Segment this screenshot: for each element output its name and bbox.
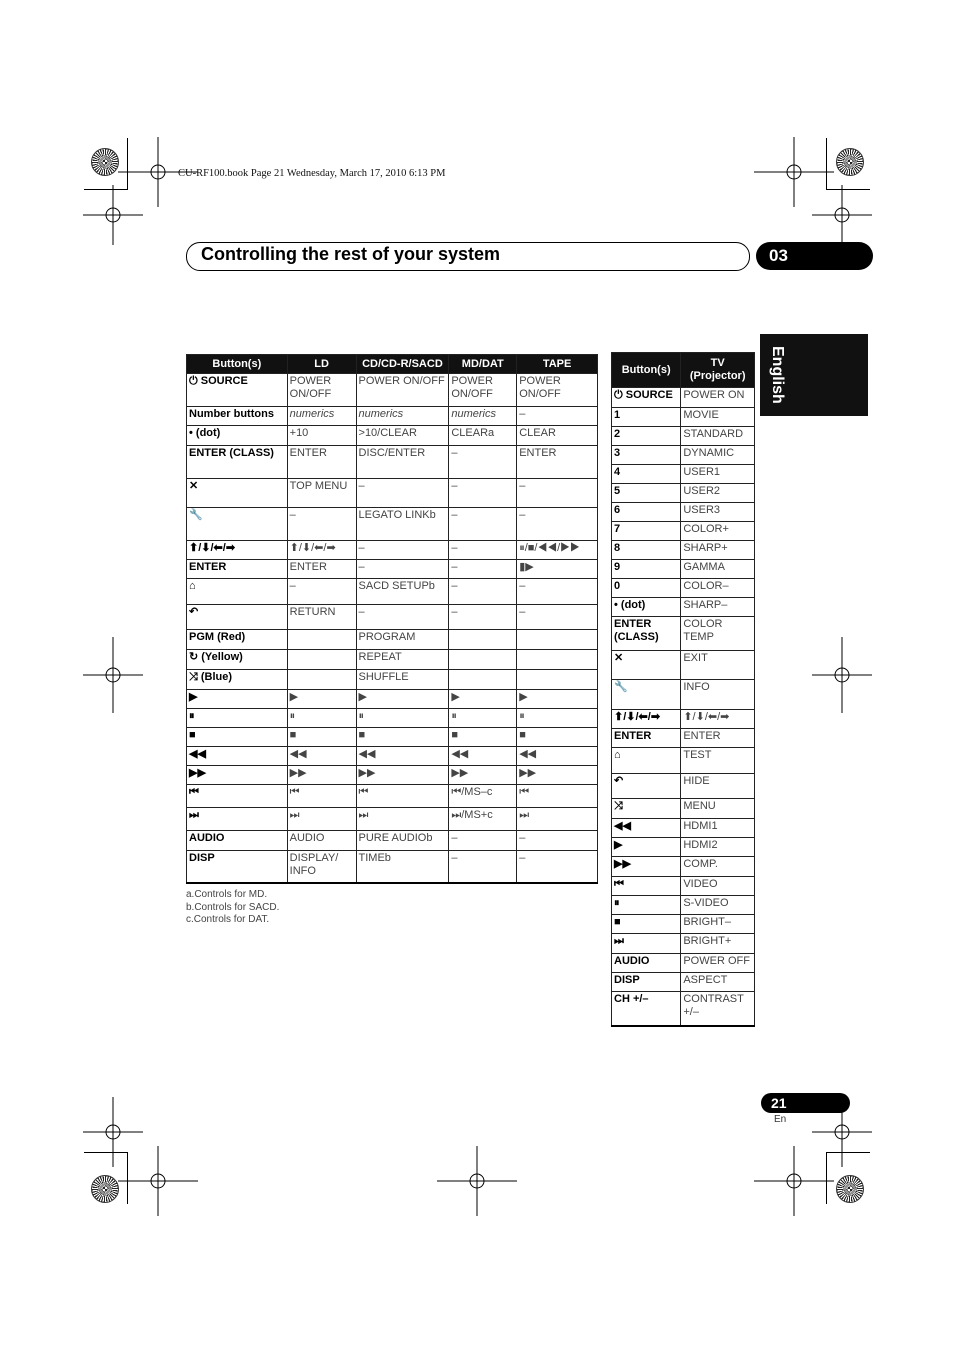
book-info: CU-RF100.book Page 21 Wednesday, March 17, 2010 6:13 PM: [178, 168, 446, 179]
table-row: [612, 896, 755, 915]
function-cell: ▶: [517, 690, 598, 709]
function-cell: DISPLAY/ INFO: [287, 851, 356, 883]
function-cell: –: [356, 541, 449, 560]
table-row: [612, 651, 755, 680]
table-row: [187, 407, 598, 426]
function-cell: PROGRAM: [356, 630, 449, 650]
function-cell: TOP MENU: [287, 479, 356, 508]
function-cell: ⬆/⬇/⬅/➡: [287, 541, 356, 560]
button-cell: AUDIO: [612, 954, 681, 973]
page-title: Controlling the rest of your system: [201, 244, 501, 264]
function-cell: ■: [449, 728, 517, 747]
button-cell: 1: [612, 408, 681, 427]
table-row: [187, 426, 598, 446]
table-row: [612, 857, 755, 877]
function-cell: [449, 670, 517, 690]
function-cell: ◀◀: [449, 747, 517, 766]
table-row: [187, 374, 598, 407]
function-cell: –: [517, 479, 598, 508]
function-cell: [287, 630, 356, 650]
function-cell: USER2: [681, 484, 755, 503]
function-cell: –: [517, 605, 598, 630]
function-cell: DYNAMIC: [681, 446, 755, 465]
button-cell: ◀◀: [612, 819, 681, 838]
table-row: [612, 934, 755, 954]
function-cell: LEGATO LINKb: [356, 508, 449, 541]
table-row: [612, 680, 755, 710]
function-cell: –: [517, 579, 598, 605]
function-cell: ENTER: [287, 560, 356, 579]
function-cell: HDMI2: [681, 838, 755, 857]
function-cell: SACD SETUPb: [356, 579, 449, 605]
table-row: [612, 710, 755, 729]
function-cell: SHARP+: [681, 541, 755, 560]
table-row: [612, 598, 755, 617]
function-cell: –: [449, 605, 517, 630]
table-row: [187, 630, 598, 650]
table-row: [187, 479, 598, 508]
chapter-number: 03: [769, 246, 788, 265]
table-row: [187, 670, 598, 690]
function-cell: ◀◀: [517, 747, 598, 766]
button-cell: ⏻ SOURCE: [187, 374, 288, 407]
table-row: [187, 508, 598, 541]
function-cell: ⬆/⬇/⬅/➡: [681, 710, 755, 729]
button-cell: ⌂: [187, 579, 288, 605]
function-cell: BRIGHT–: [681, 915, 755, 934]
function-cell: –: [449, 851, 517, 883]
function-cell: ⏮: [356, 785, 449, 808]
function-cell: POWER ON/OFF: [449, 374, 517, 407]
function-cell: –: [517, 851, 598, 883]
function-cell: ■: [517, 728, 598, 747]
function-cell: –: [449, 446, 517, 479]
footnotes: [186, 889, 279, 927]
function-cell: –: [356, 605, 449, 630]
button-cell: ↶: [187, 605, 288, 630]
function-cell: ▶▶: [449, 766, 517, 785]
button-cell: 6: [612, 503, 681, 522]
function-cell: COLOR TEMP: [681, 617, 755, 651]
function-cell: ⏸: [449, 709, 517, 728]
function-cell: ◀◀: [287, 747, 356, 766]
table-row: [187, 650, 598, 670]
button-cell: ▶▶: [612, 857, 681, 877]
table-row: [612, 954, 755, 973]
function-cell: AUDIO: [287, 831, 356, 851]
button-cell: 8: [612, 541, 681, 560]
function-cell: ■: [287, 728, 356, 747]
button-cell: ◀◀: [187, 747, 288, 766]
function-cell: ENTER: [681, 729, 755, 748]
function-cell: –: [517, 508, 598, 541]
function-cell: ▶▶: [356, 766, 449, 785]
function-cell: TEST: [681, 748, 755, 774]
button-cell: DISP: [187, 851, 288, 883]
function-cell: [287, 650, 356, 670]
button-cell: • (dot): [612, 598, 681, 617]
function-cell: ▶▶: [287, 766, 356, 785]
function-cell: [517, 650, 598, 670]
table-row: [187, 851, 598, 883]
function-cell: –: [287, 579, 356, 605]
function-cell: –: [449, 508, 517, 541]
table-row: [187, 560, 598, 579]
table-row: [187, 605, 598, 630]
table-row: [187, 766, 598, 785]
table-row: [612, 427, 755, 446]
button-cell: 3: [612, 446, 681, 465]
button-cell: ⤨: [612, 799, 681, 819]
tv-projector-table: [611, 352, 755, 1027]
function-cell: HDMI1: [681, 819, 755, 838]
button-cell: 🔧: [612, 680, 681, 710]
function-cell: ⏸: [356, 709, 449, 728]
function-cell: ⏸/■/◀◀/▶▶: [517, 541, 598, 560]
button-cell: ⏸: [187, 709, 288, 728]
button-cell: ▶: [612, 838, 681, 857]
button-cell: ⏭: [187, 808, 288, 831]
table-row: [612, 484, 755, 503]
function-cell: ⏮/MS–c: [449, 785, 517, 808]
button-cell: ⌂: [612, 748, 681, 774]
function-cell: ⏸: [517, 709, 598, 728]
function-cell: ENTER: [517, 446, 598, 479]
side_table-header-0: Button(s): [612, 353, 681, 388]
button-cell: ENTER: [187, 560, 288, 579]
function-cell: ◀◀: [356, 747, 449, 766]
function-cell: –: [449, 479, 517, 508]
footnote-b: b.Controls for SACD.: [186, 901, 280, 913]
function-cell: TIMEb: [356, 851, 449, 883]
page-number-badge: [761, 1093, 850, 1113]
function-cell: REPEAT: [356, 650, 449, 670]
button-cell: ▶▶: [187, 766, 288, 785]
function-cell: VIDEO: [681, 877, 755, 896]
button-cell: ⏮: [612, 877, 681, 896]
button-cell: ⬆/⬇/⬅/➡: [612, 710, 681, 729]
table-row: [612, 617, 755, 651]
table-row: [612, 408, 755, 427]
function-cell: ▶▶: [517, 766, 598, 785]
function-cell: POWER ON/OFF: [517, 374, 598, 407]
function-cell: numerics: [287, 407, 356, 426]
table-row: [612, 560, 755, 579]
function-cell: ▶: [287, 690, 356, 709]
button-cell: 2: [612, 427, 681, 446]
table-row: [187, 831, 598, 851]
table-row: [187, 808, 598, 831]
table-row: [187, 747, 598, 766]
button-cell: ENTER: [612, 729, 681, 748]
button-cell: ✕: [187, 479, 288, 508]
language-tab: [760, 334, 868, 416]
function-cell: –: [287, 508, 356, 541]
function-cell: ▶: [356, 690, 449, 709]
function-cell: CONTRAST +/–: [681, 992, 755, 1026]
function-cell: –: [449, 579, 517, 605]
table-row: [612, 541, 755, 560]
button-cell: ⏸: [612, 896, 681, 915]
button-cell: ⏻ SOURCE: [612, 388, 681, 408]
page-language: En: [774, 1114, 787, 1125]
button-cell: AUDIO: [187, 831, 288, 851]
table-row: [612, 992, 755, 1026]
function-cell: COMP.: [681, 857, 755, 877]
function-cell: POWER ON/OFF: [356, 374, 449, 407]
button-cell: 🔧: [187, 508, 288, 541]
table-row: [187, 728, 598, 747]
function-cell: USER3: [681, 503, 755, 522]
function-cell: ASPECT: [681, 973, 755, 992]
table-row: [187, 690, 598, 709]
function-cell: [449, 630, 517, 650]
main_table-header-3: MD/DAT: [449, 355, 517, 374]
page-number: 21: [771, 1095, 787, 1111]
function-cell: BRIGHT+: [681, 934, 755, 954]
button-cell: ⤨ (Blue): [187, 670, 288, 690]
function-cell: USER1: [681, 465, 755, 484]
function-cell: PURE AUDIOb: [356, 831, 449, 851]
table-row: [612, 915, 755, 934]
function-cell: –: [517, 831, 598, 851]
main_table-header-0: Button(s): [187, 355, 288, 374]
button-cell: ▶: [187, 690, 288, 709]
function-cell: –: [449, 560, 517, 579]
table-row: [187, 709, 598, 728]
function-cell: POWER ON: [681, 388, 755, 408]
table-row: [612, 819, 755, 838]
table-row: [187, 579, 598, 605]
function-cell: ■: [356, 728, 449, 747]
table-row: [612, 388, 755, 408]
button-cell: ✕: [612, 651, 681, 680]
button-cell: 4: [612, 465, 681, 484]
chapter-badge: [756, 242, 873, 270]
main_table-header-1: LD: [287, 355, 356, 374]
language-tab-label: English: [769, 346, 786, 404]
function-cell: –: [449, 831, 517, 851]
button-cell: ↶: [612, 774, 681, 799]
function-cell: –: [449, 541, 517, 560]
table-row: [612, 729, 755, 748]
table-row: [612, 774, 755, 799]
function-cell: [287, 670, 356, 690]
button-cell: CH +/–: [612, 992, 681, 1026]
function-cell: COLOR–: [681, 579, 755, 598]
function-cell: CLEAR: [517, 426, 598, 446]
button-cell: ■: [187, 728, 288, 747]
function-cell: –: [517, 407, 598, 426]
table-row: [612, 579, 755, 598]
table-row: [612, 838, 755, 857]
function-cell: ⏭/MS+c: [449, 808, 517, 831]
table-row: [612, 973, 755, 992]
function-cell: ⏭: [356, 808, 449, 831]
function-cell: ⏸: [287, 709, 356, 728]
table-row: [187, 785, 598, 808]
function-cell: ▶: [449, 690, 517, 709]
function-cell: DISC/ENTER: [356, 446, 449, 479]
function-cell: –: [356, 560, 449, 579]
button-cell: DISP: [612, 973, 681, 992]
table-row: [187, 446, 598, 479]
function-cell: POWER ON/OFF: [287, 374, 356, 407]
button-cell: 0: [612, 579, 681, 598]
function-cell: >10/CLEAR: [356, 426, 449, 446]
table-row: [612, 446, 755, 465]
function-cell: [517, 670, 598, 690]
function-cell: HIDE: [681, 774, 755, 799]
main_table-header-2: CD/CD-R/SACD: [356, 355, 449, 374]
table-row: [187, 541, 598, 560]
main_table-header-4: TAPE: [517, 355, 598, 374]
button-cell: 9: [612, 560, 681, 579]
button-cell: ENTER (CLASS): [612, 617, 681, 651]
function-cell: INFO: [681, 680, 755, 710]
button-cell: PGM (Red): [187, 630, 288, 650]
main-remote-table: [186, 354, 598, 884]
function-cell: RETURN: [287, 605, 356, 630]
table-row: [612, 748, 755, 774]
function-cell: EXIT: [681, 651, 755, 680]
function-cell: –: [356, 479, 449, 508]
function-cell: [449, 650, 517, 670]
side_table-header-1: TV (Projector): [681, 353, 755, 388]
function-cell: ▮▶: [517, 560, 598, 579]
function-cell: ⏭: [287, 808, 356, 831]
table-row: [612, 465, 755, 484]
function-cell: numerics: [356, 407, 449, 426]
button-cell: ↻ (Yellow): [187, 650, 288, 670]
button-cell: 5: [612, 484, 681, 503]
function-cell: ⏮: [517, 785, 598, 808]
button-cell: 7: [612, 522, 681, 541]
function-cell: ENTER: [287, 446, 356, 479]
function-cell: S-VIDEO: [681, 896, 755, 915]
button-cell: ⏮: [187, 785, 288, 808]
function-cell: [517, 630, 598, 650]
button-cell: ⏭: [612, 934, 681, 954]
function-cell: COLOR+: [681, 522, 755, 541]
table-row: [612, 503, 755, 522]
button-cell: ENTER (CLASS): [187, 446, 288, 479]
function-cell: MOVIE: [681, 408, 755, 427]
function-cell: GAMMA: [681, 560, 755, 579]
function-cell: CLEARa: [449, 426, 517, 446]
function-cell: +10: [287, 426, 356, 446]
function-cell: ⏮: [287, 785, 356, 808]
table-row: [612, 877, 755, 896]
table-row: [612, 522, 755, 541]
button-cell: ⬆/⬇/⬅/➡: [187, 541, 288, 560]
function-cell: SHARP–: [681, 598, 755, 617]
button-cell: Number buttons: [187, 407, 288, 426]
function-cell: STANDARD: [681, 427, 755, 446]
table-row: [612, 799, 755, 819]
function-cell: numerics: [449, 407, 517, 426]
footnote-c: c.Controls for DAT.: [186, 914, 270, 925]
function-cell: POWER OFF: [681, 954, 755, 973]
button-cell: ■: [612, 915, 681, 934]
footnote-a: a.Controls for MD.: [186, 889, 268, 900]
button-cell: • (dot): [187, 426, 288, 446]
function-cell: MENU: [681, 799, 755, 819]
function-cell: SHUFFLE: [356, 670, 449, 690]
function-cell: ⏭: [517, 808, 598, 831]
